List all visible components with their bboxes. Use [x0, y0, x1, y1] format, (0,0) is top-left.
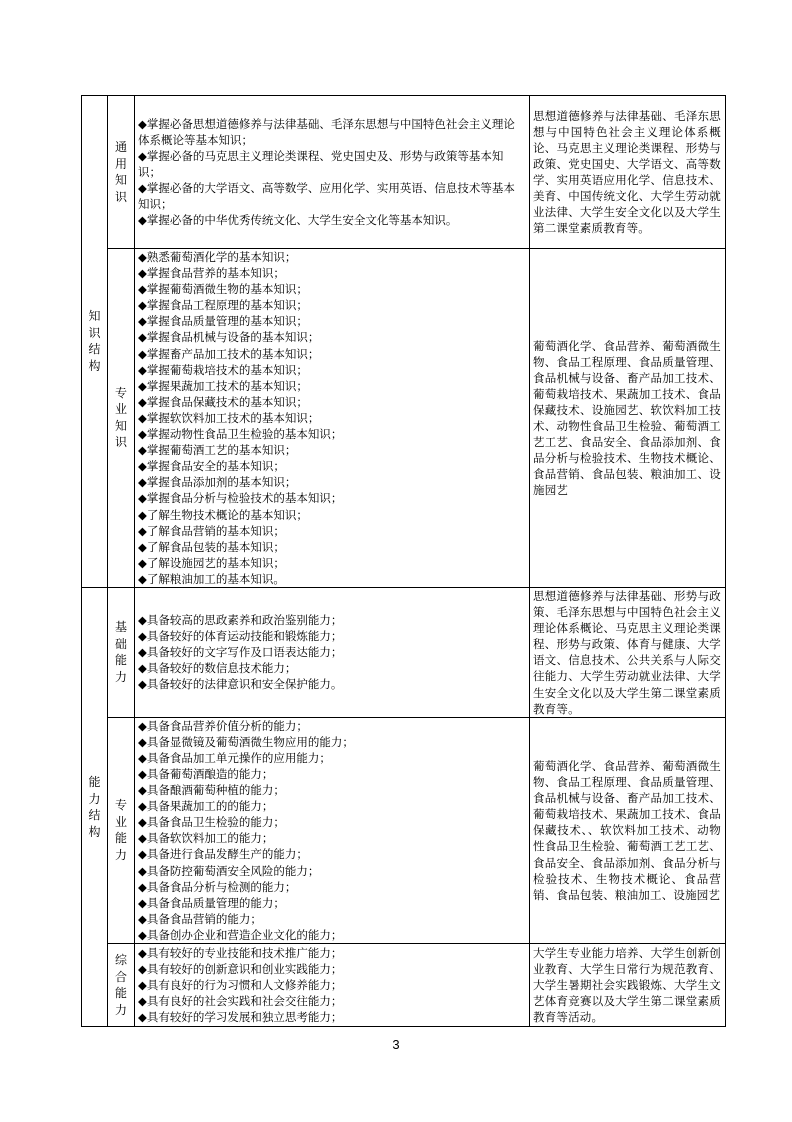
table-row	[82, 717, 726, 943]
list-item: ◆具有较好的专业技能和技术推广能力；	[138, 945, 343, 960]
subcategory-cell	[108, 587, 135, 717]
list-item: ◆具备进行食品发酵生产的能力；	[138, 847, 308, 862]
list-item: ◆具备食品质量管理的能力；	[138, 895, 285, 910]
training-structure-table	[81, 95, 726, 1027]
list-item: ◆具备软饮料加工的能力；	[138, 831, 274, 846]
subcategory-label: 专业能力	[114, 798, 127, 862]
list-item: ◆具有较好的创新意识和创业实践能力；	[138, 961, 343, 976]
list-item: ◆掌握葡萄酒微生物的基本知识；	[138, 282, 308, 297]
requirements-cell	[135, 717, 530, 943]
list-item: ◆具备葡萄酒酿造的能力；	[138, 767, 274, 781]
list-item: ◆具备较好的法律意识和安全保护能力。	[138, 677, 343, 692]
list-item: ◆具备显微镜及葡萄酒微生物应用的能力；	[138, 734, 354, 749]
list-item: ◆掌握食品机械与设备的基本知识；	[138, 330, 320, 345]
list-item: ◆具备较高的思政素养和政治鉴别能力；	[138, 613, 343, 628]
subcategory-label: 专业知识	[114, 385, 127, 450]
list-item: ◆具有良好的社会实践和社会交往能力；	[138, 994, 343, 1009]
courses-cell	[530, 717, 726, 943]
list-item: ◆具备较好的数信息技术能力；	[138, 661, 297, 676]
list-item: ◆掌握食品添加剂的基本知识；	[138, 475, 297, 490]
list-item: ◆具备防控葡萄酒安全风险的能力；	[138, 863, 320, 878]
list-item: ◆掌握食品营养的基本知识；	[138, 266, 285, 281]
courses-text: 思想道德修养与法律基础、毛泽东思想与中国特色社会主义理论体系概论、马克思主义理论类课程、形势与政策、党史国史、大学语文、高等数学、实用英语应用化学、信息技术、美育、中国传统文化、大学生劳动就业法律、大学生安全文化以及大学生第二课堂素质教育等。	[533, 108, 721, 236]
requirements-list	[135, 612, 529, 692]
list-item: ◆具备较好的体育运动技能和锻炼能力；	[138, 629, 343, 644]
subcategory-label: 基础能力	[114, 620, 127, 684]
list-item: ◆掌握食品分析与检验技术的基本知识；	[138, 491, 343, 506]
list-item: ◆具备食品分析与检测的能力；	[138, 879, 297, 894]
courses-text: 思想道德修养与法律基础、形势与政策、毛泽东思想与中国特色社会主义理论体系概论、马克思主义理论类课程、形势与政策、体育与健康、大学语文、信息技术、公共关系与人际交往能力、大学生劳动就业法律、大学生安全文化以及大学生第二课堂素质教育等。	[533, 588, 721, 716]
list-item: ◆掌握食品保藏技术的基本知识；	[138, 394, 308, 409]
category-cell	[82, 96, 108, 588]
list-item: ◆具备果蔬加工的的能力；	[138, 799, 274, 814]
table-row	[82, 96, 726, 249]
list-item: ◆熟悉葡萄酒化学的基本知识；	[138, 250, 297, 264]
list-item: ◆具备食品加工单元操作的应用能力；	[138, 750, 331, 765]
list-item: ◆掌握食品质量管理的基本知识；	[138, 314, 308, 329]
courses-text: 大学生专业能力培养、大学生创新创业教育、大学生日常行为规范教育、大学生暑期社会实践锻炼、大学生文艺体育竞赛以及大学生第二课堂素质教育等活动。	[533, 945, 721, 1025]
courses-cell	[530, 587, 726, 717]
requirements-list	[135, 249, 529, 587]
subcategory-cell	[108, 717, 135, 943]
list-item: ◆了解设施园艺的基本知识；	[138, 555, 285, 570]
list-item: ◆掌握畜产品加工技术的基本知识；	[138, 346, 320, 361]
requirements-cell	[135, 944, 530, 1027]
list-item: ◆掌握必备的中华优秀传统文化、大学生安全文化等基本知识。	[138, 213, 458, 228]
list-item: ◆具有较好的学习发展和独立思考能力；	[138, 1010, 343, 1025]
list-item: ◆掌握食品安全的基本知识；	[138, 459, 285, 474]
list-item: ◆掌握食品工程原理的基本知识；	[138, 298, 308, 313]
courses-text: 葡萄酒化学、食品营养、葡萄酒微生物、食品工程原理、食品质量管理、食品机械与设备、畜产品加工技术、葡萄栽培技术、果蔬加工技术、食品保藏技术、、软饮料加工技术、动物性食品卫生检验、葡萄酒工艺工艺、食品安全、食品添加剂、食品分析与检验技术、生物技术概论、食品营销、食品包装、粮油加工、设施园艺	[533, 758, 721, 902]
category-label: 能力结构	[88, 775, 101, 839]
category-cell	[82, 587, 108, 1026]
list-item: ◆掌握葡萄栽培技术的基本知识；	[138, 362, 308, 377]
list-item: ◆掌握果蔬加工技术的基本知识；	[138, 378, 308, 393]
list-item: ◆具备创办企业和营造企业文化的能力；	[138, 927, 343, 942]
requirements-list	[135, 945, 529, 1025]
subcategory-cell	[108, 944, 135, 1027]
list-item: ◆具备食品营销的能力；	[138, 911, 262, 926]
table-row	[82, 587, 726, 717]
list-item: ◆掌握软饮料加工技术的基本知识；	[138, 410, 320, 425]
subcategory-label: 综合能力	[114, 953, 127, 1017]
list-item: ◆掌握必备思想道德修养与法律基础、毛泽东思想与中国特色社会主义理论体系概论等基本知识；	[138, 116, 515, 147]
courses-cell	[530, 96, 726, 249]
subcategory-label: 通用知识	[114, 140, 127, 204]
list-item: ◆掌握动物性食品卫生检验的基本知识；	[138, 427, 343, 442]
list-item: ◆具备酿酒葡萄种植的能力；	[138, 783, 285, 798]
list-item: ◆了解食品营销的基本知识；	[138, 523, 285, 538]
list-item: ◆了解生物技术概论的基本知识；	[138, 507, 308, 522]
list-item: ◆具有良好的行为习惯和人文修养能力；	[138, 977, 343, 992]
subcategory-cell	[108, 96, 135, 249]
list-item: ◆掌握必备的大学语文、高等数学、应用化学、实用英语、信息技术等基本知识；	[138, 181, 515, 212]
list-item: ◆具备较好的文字写作及口语表达能力；	[138, 645, 343, 660]
list-item: ◆掌握葡萄酒工艺的基本知识；	[138, 443, 297, 458]
requirements-list	[135, 116, 529, 229]
list-item: ◆了解粮油加工的基本知识。	[138, 571, 285, 586]
requirements-cell	[135, 249, 530, 588]
list-item: ◆掌握必备的马克思主义理论类课程、党史国史及、形势与政策等基本知识；	[138, 148, 504, 179]
requirements-cell	[135, 587, 530, 717]
category-label: 知识结构	[88, 309, 101, 373]
page-number: 3	[392, 1037, 400, 1052]
table-row	[82, 944, 726, 1027]
list-item: ◆具备食品营养价值分析的能力；	[138, 718, 308, 733]
table-row	[82, 249, 726, 588]
courses-text: 葡萄酒化学、食品营养、葡萄酒微生物、食品工程原理、食品质量管理、食品机械与设备、畜产品加工技术、葡萄栽培技术、果蔬加工技术、食品保藏技术、设施园艺、软饮料加工技术、动物性食品卫生检验、葡萄酒工艺工艺、食品安全、食品添加剂、食品分析与检验技术、生物技术概论、食品营销、食品包装、粮油加工、设施园艺	[533, 338, 721, 498]
courses-cell	[530, 249, 726, 588]
courses-cell	[530, 944, 726, 1027]
subcategory-cell	[108, 249, 135, 588]
requirements-cell	[135, 96, 530, 249]
requirements-list	[135, 718, 529, 943]
list-item: ◆具备食品卫生检验的能力；	[138, 815, 285, 830]
list-item: ◆了解食品包装的基本知识；	[138, 539, 285, 554]
